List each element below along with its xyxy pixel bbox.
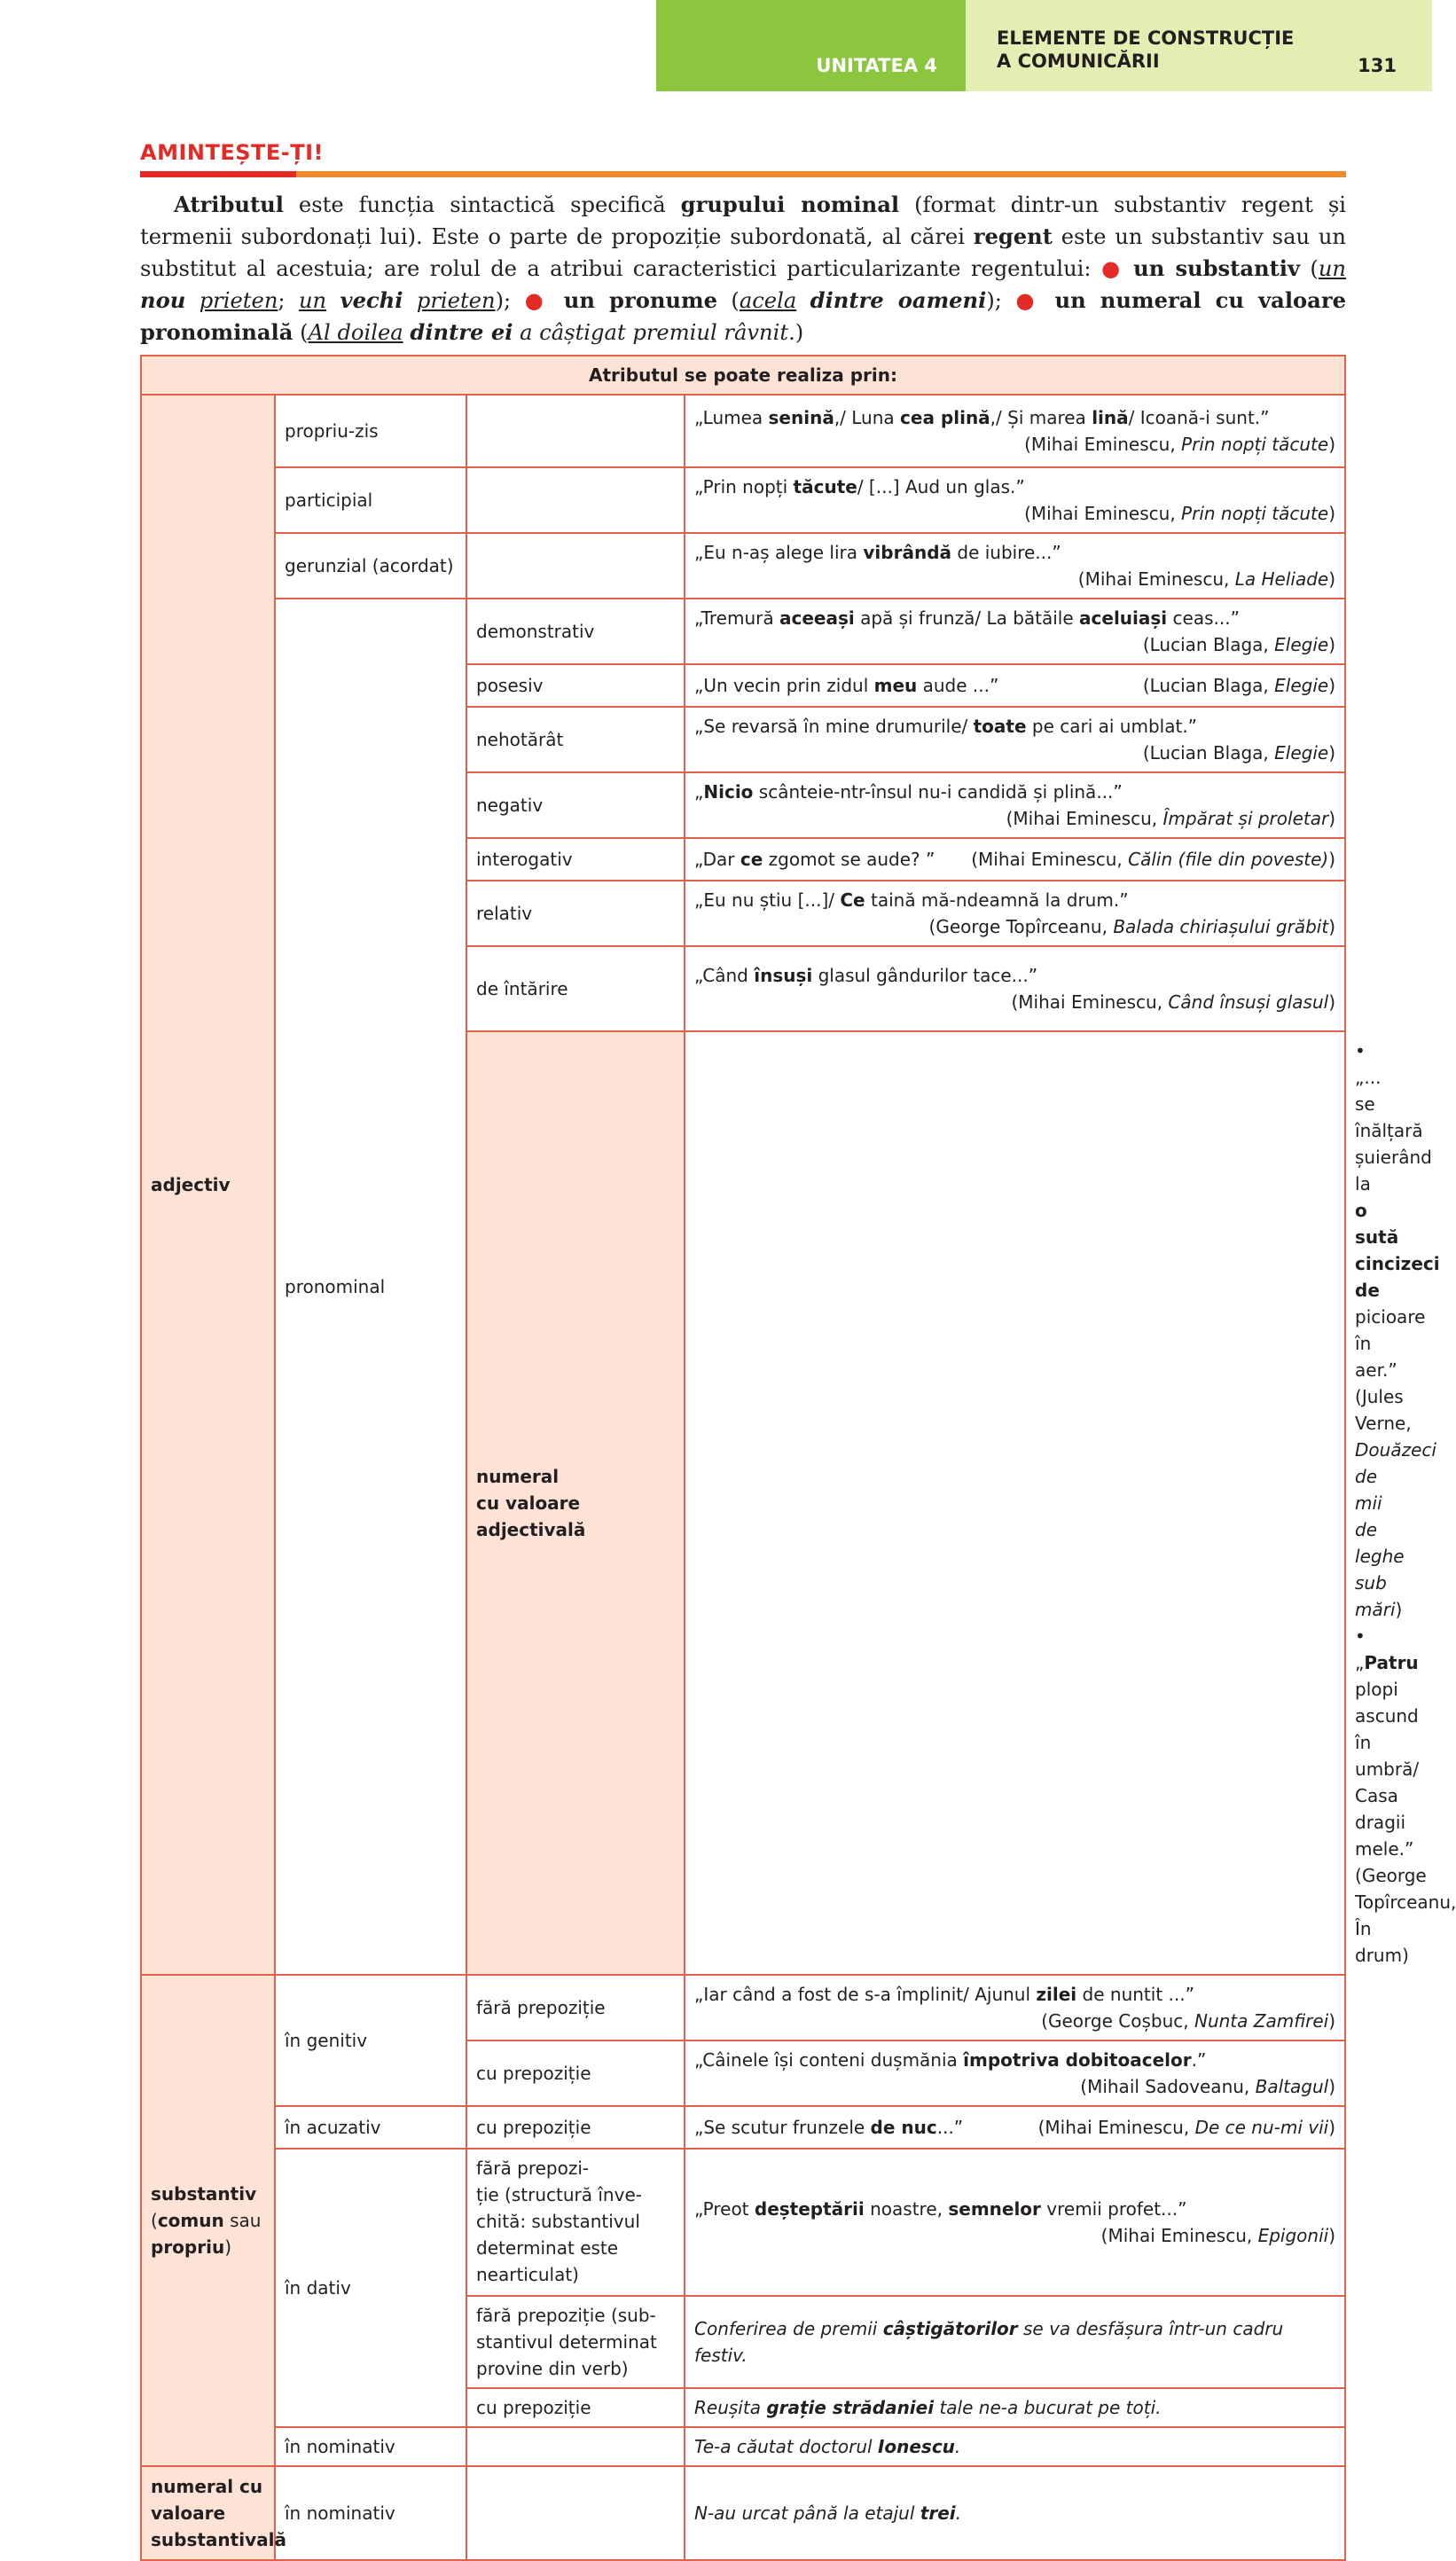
example-word: vechi [340,287,403,313]
example-cell [685,2106,1345,2149]
example-source: (Mihai Eminescu, La Heliade) [1077,568,1336,590]
text: (format dintr-un substantiv regent și termenii subordonați lui). Este o parte de propoziție subordonată, al cărei [140,192,1346,249]
case-cell: în genitiv [275,1975,466,2106]
example-cell [685,2040,1345,2106]
list-bullet-icon: • [1355,1040,1366,1061]
empty-cell [466,395,685,467]
category-adjectiv: adjectiv [141,395,275,1975]
category-numeral-substantival: numeral cu valoare substantivală [141,2466,275,2560]
preposition-cell: fără prepozi- ție (structură înve- chită: substantivul determinat este nearticulat) [466,2149,685,2296]
text: este funcția sintactică specifică [283,192,681,217]
example-word: un [1318,256,1347,281]
example-text: „Preot deșteptării noastre, semnelor vremii profet...” [694,2198,1187,2220]
subtype-cell: propriu-zis [275,395,466,467]
empty-cell [466,467,685,533]
example-word: a câștigat premiul râvnit. [513,320,795,345]
example-text: „Dar ce zgomot se aude? ” [694,849,935,870]
case-cell: în nominativ [275,2427,466,2466]
case-cell: în dativ [275,2149,466,2427]
example-source: (George Coșbuc, Nunta Zamfirei) [1041,2010,1336,2032]
example-source: (Mihai Eminescu, Împărat și proletar) [1006,808,1336,829]
preposition-cell: cu prepoziție [466,2106,685,2149]
example-text: „Eu n-aș alege lira vibrândă de iubire...” [694,542,1061,563]
example-cell [685,2149,1345,2296]
table-row [141,1975,1345,2040]
table-row [141,599,1345,664]
heading-underline-orange [296,171,1346,177]
table-header: Atributul se poate realiza prin: [141,356,1345,395]
example-cell [685,2466,1345,2560]
subtype-cell: pronominal [275,599,466,1975]
unit-banner [656,0,966,91]
term-regent: regent [973,223,1053,249]
example-cell [685,1975,1345,2040]
list-bullet-icon: • [1355,1625,1366,1647]
chapter-title-line1: ELEMENTE DE CONSTRUCȚIE [997,27,1295,49]
term-atribut: Atributul [174,192,284,217]
preposition-cell: cu prepoziție [466,2040,685,2106]
pronoun-type-cell: nehotărât [466,707,685,772]
example-word: acela [739,288,797,313]
example-text: „Câinele își conteni dușmănia împotriva dobitoacelor.” [694,2049,1207,2071]
preposition-cell: fără prepoziție (sub- stantivul determinat provine din verb) [466,2296,685,2388]
example-text: „Nicio scânteie-ntr-însul nu-i candidă și plină...” [694,781,1123,803]
subtype-cell: gerunzial (acordat) [275,533,466,599]
example-text: N-au urcat până la etajul trei. [694,2502,961,2524]
subtype-cell: participial [275,467,466,533]
text: ( [293,320,309,345]
example-cell [685,467,1345,533]
empty-cell [466,2427,685,2466]
example-text: „Se scutur frunzele de nuc...” [694,2117,964,2138]
example-text: „Când însuși glasul gândurilor tace...” [694,965,1038,986]
example-cell [685,707,1345,772]
example-text: Conferirea de premii câștigătorilor se va desfășura într-un cadru festiv. [694,2318,1284,2366]
text: ( [717,288,740,313]
example-cell [685,664,1345,707]
example-text: „Un vecin prin zidul meu aude ...” [694,675,999,696]
chapter-banner [966,0,1432,91]
example-word: prieten [416,288,496,313]
pronoun-type-cell: negativ [466,772,685,838]
example-text: „Lumea senină,/ Luna cea plină,/ Și marea lină/ Icoană-i sunt.” [694,407,1270,428]
example-word: Al doilea [308,320,403,345]
example-cell [685,881,1345,946]
table-row [141,395,1345,467]
example-text: „Iar când a fost de s-a împlinit/ Ajunul zilei de nuntit ...” [694,1984,1194,2005]
example-word: nou [140,287,186,313]
preposition-cell: fără prepoziție [466,1975,685,2040]
example-cell [685,599,1345,664]
pronoun-type-cell: relativ [466,881,685,946]
empty-cell [466,533,685,599]
pronoun-type-cell: posesiv [466,664,685,707]
case-cell: în acuzativ [275,2106,466,2149]
table-row [141,2106,1345,2149]
example-cell [685,395,1345,467]
empty-cell [466,2466,685,2560]
term-substantiv: un substantiv [1133,255,1301,281]
text: ; [278,288,299,313]
bullet-icon: ● [524,288,551,313]
table-row: numeral cu valoare adjectivală • „... se înălțară șuierând la o sută cincizeci de picioare în aer.” (Jules Verne, Douăzeci de mii de leghe sub mări) • „Patru plopi ascund în umbră/ Casa dragii mele.” (George Topîrceanu, În drum) [141,1031,1345,1975]
example-cell [685,946,1345,1031]
case-cell: în nominativ [275,2466,466,2560]
example-source: (Mihai Eminescu, Când însuși glasul) [1011,991,1336,1013]
text: ); [495,288,525,313]
preposition-cell: cu prepoziție [466,2388,685,2427]
example-cell [685,2388,1345,2427]
attribute-table [140,355,1456,2561]
example-source: (Mihai Eminescu, Prin nopți tăcute) [1024,503,1336,524]
category-substantiv: substantiv (comun sau propriu) [141,1975,275,2466]
chapter-title-line2: A COMUNICĂRII [997,51,1160,72]
example-text: „Prin nopți tăcute/ [...] Aud un glas.” [694,476,1025,497]
example-cell [685,772,1345,838]
example-word: un [298,288,327,313]
pronoun-type-cell: de întărire [466,946,685,1031]
term-pronume: un pronume [563,287,717,313]
example-text: „Eu nu știu [...]/ Ce taină mă-ndeamnă la drum.” [694,889,1129,911]
bullet-icon: ● [1015,288,1042,313]
chapter-title [997,27,1294,73]
example-source: (Mihai Eminescu, Călin (file din poveste)) [971,849,1336,870]
bullet-icon: ● [1100,256,1123,281]
example-source: (Lucian Blaga, Elegie) [1142,634,1336,655]
example-word: dintre oameni [810,287,987,313]
table-row [141,2149,1345,2296]
table-row [141,533,1345,599]
example-cell [685,2427,1345,2466]
example-cell [685,533,1345,599]
example-text: „Tremură aceeași apă și frunză/ La bătăile aceluiași ceas...” [694,607,1240,629]
text: este un substantiv sau un substitut al acestuia; are rolul de a atribui caracteristici particularizante regentului: [140,224,1347,281]
example-source: (Mihai Eminescu, Epigonii) [1100,2225,1336,2246]
text: ( [1300,256,1319,281]
example-text: Reușita grație strădaniei tale ne-a bucurat pe toți. [694,2397,1162,2418]
example-text: Te-a căutat doctorul Ionescu. [694,2436,961,2457]
text: ) [795,320,804,345]
term-numeral: un numeral cu valoare pronominală [140,287,1346,345]
heading-underline-red [140,171,296,177]
pronoun-type-cell: interogativ [466,838,685,881]
example-text: „Se revarsă în mine drumurile/ toate pe cari ai umblat.” [694,716,1198,737]
unit-label: UNITATEA 4 [816,55,937,76]
example-source: (Mihai Eminescu, De ce nu-mi vii) [1037,2117,1336,2138]
empty-cell [685,1031,1345,1975]
table-row [141,467,1345,533]
example-cell [685,2296,1345,2388]
definition-paragraph [140,189,1346,349]
example-source: (George Topîrceanu, Balada chiriașului grăbit) [928,916,1336,937]
table-row [141,2466,1345,2560]
example-source: (Lucian Blaga, Elegie) [1142,675,1336,696]
example-source: (Lucian Blaga, Elegie) [1142,742,1336,764]
example-word: prieten [199,288,278,313]
category-numeral-adjectival: numeral cu valoare adjectivală [466,1031,685,1975]
example-word: dintre ei [410,319,513,345]
example-source: (Mihail Sadoveanu, Baltagul) [1080,2076,1336,2097]
term-grup-nominal: grupului nominal [680,192,900,217]
remember-heading: AMINTEȘTE-ȚI! [140,140,324,165]
pronoun-type-cell: demonstrativ [466,599,685,664]
table-row [141,2427,1345,2466]
page-number: 131 [1358,55,1397,76]
example-source: (Mihai Eminescu, Prin nopți tăcute) [1024,434,1336,455]
table-header-row [141,356,1345,395]
text: ); [986,288,1016,313]
example-cell [685,838,1345,881]
